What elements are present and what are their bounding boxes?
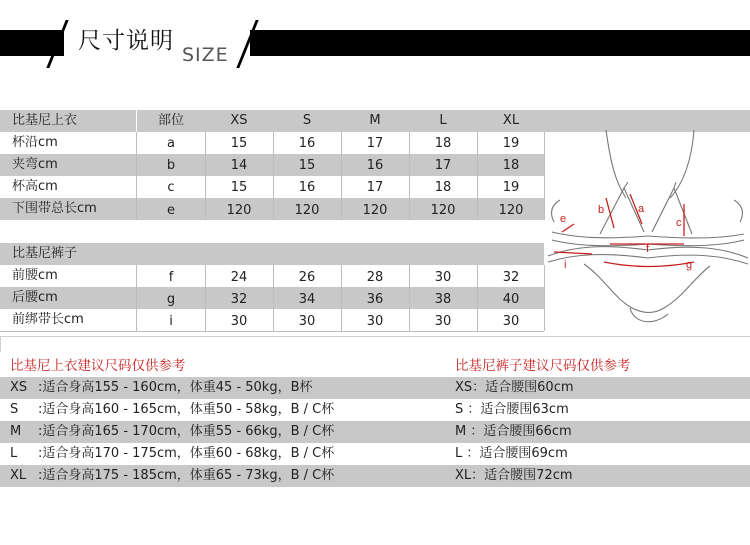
cell-value: 17 (366, 180, 384, 195)
recommend-bottom-item: XL：适合腰围72cm (455, 468, 573, 483)
cell-value: 19 (502, 136, 520, 151)
cell-value: 18 (434, 180, 452, 195)
recommend-text: :适合身高160 - 165cm，体重50 - 58kg，B / C杯 (38, 402, 335, 417)
recommend-bottom-item: L ：适合腰围69cm (455, 446, 568, 461)
recommend-size: S (10, 402, 19, 417)
col-header-xs: XS (230, 113, 248, 128)
diagram-label-i: i (564, 259, 567, 271)
cell-value: 15 (230, 136, 248, 151)
cell-value: 120 (226, 203, 252, 218)
cell-value: 14 (230, 158, 248, 173)
recommend-text: :适合身高170 - 175cm，体重60 - 68kg，B / C杯 (38, 446, 335, 461)
col-header-xl: XL (502, 113, 520, 128)
cell-value: 32 (230, 292, 248, 307)
grid-line (205, 132, 206, 220)
divider (0, 336, 1, 352)
bikini-diagram (544, 128, 750, 336)
grid-line (273, 132, 274, 220)
grid-line (477, 265, 478, 331)
col-header-m: M (369, 113, 381, 128)
cell-value: 30 (434, 270, 452, 285)
diagram-label-f: f (646, 243, 650, 255)
recommend-bottom-title: 比基尼裤子建议尺码仅供参考 (455, 358, 631, 374)
cell-value: 16 (366, 158, 384, 173)
recommend-top-title: 比基尼上衣建议尺码仅供参考 (10, 358, 186, 374)
cell-value: 30 (298, 314, 316, 329)
diagram-label-a: a (638, 203, 645, 215)
cell-value: 26 (298, 270, 316, 285)
cell-value: 16 (298, 136, 316, 151)
row-part: c (167, 180, 175, 195)
header-bar-right (250, 30, 750, 56)
cell-value: 120 (362, 203, 388, 218)
row-part: f (168, 270, 174, 285)
grid-line (273, 265, 274, 331)
cell-value: 18 (502, 158, 520, 173)
cell-value: 30 (230, 314, 248, 329)
grid-line (341, 132, 342, 220)
row-part: g (166, 292, 176, 307)
cell-value: 30 (366, 314, 384, 329)
cell-value: 24 (230, 270, 248, 285)
diagram-label-g: g (686, 259, 693, 271)
cell-value: 32 (502, 270, 520, 285)
col-header-s: S (302, 113, 312, 128)
row-name: 前绑带长cm (12, 312, 84, 327)
divider (0, 336, 750, 337)
cell-value: 19 (502, 180, 520, 195)
row-part: i (169, 314, 173, 329)
row-name: 杯高cm (12, 179, 58, 194)
cell-value: 17 (434, 158, 452, 173)
cell-value: 120 (430, 203, 456, 218)
row-name: 后腰cm (12, 290, 58, 305)
measure-b (606, 198, 614, 228)
cell-value: 38 (434, 292, 452, 307)
measure-g (604, 262, 694, 267)
grid-line (205, 265, 206, 331)
cell-value: 28 (366, 270, 384, 285)
row-part: a (167, 136, 175, 151)
diagram-label-b: b (598, 204, 605, 216)
cell-value: 30 (434, 314, 452, 329)
page-title: 尺寸说明 (78, 28, 174, 54)
grid-line (409, 265, 410, 331)
row-name: 下围带总长cm (12, 201, 97, 216)
cell-value: 17 (366, 136, 384, 151)
measure-i (554, 252, 592, 254)
recommend-size: XL (10, 468, 27, 483)
grid-line (136, 132, 137, 220)
measure-e (562, 224, 574, 232)
cell-value: 30 (502, 314, 520, 329)
grid-line (477, 132, 478, 220)
recommend-bottom-item: M ：适合腰围66cm (455, 424, 572, 439)
diagram-label-e: e (560, 213, 567, 225)
recommend-size: M (10, 424, 22, 439)
cell-value: 36 (366, 292, 384, 307)
row-name: 夹弯cm (12, 157, 58, 172)
cell-value: 120 (294, 203, 320, 218)
cell-value: 15 (298, 158, 316, 173)
grid-line (0, 331, 544, 332)
recommend-bottom-item: XS：适合腰围60cm (455, 380, 574, 395)
cell-value: 15 (230, 180, 248, 195)
recommend-text: :适合身高175 - 185cm，体重65 - 73kg，B / C杯 (38, 468, 335, 483)
cell-value: 18 (434, 136, 452, 151)
col-header-part: 部位 (157, 113, 184, 128)
cell-value: 16 (298, 180, 316, 195)
grid-line (136, 265, 137, 331)
recommend-size: XS (10, 380, 28, 395)
recommend-bottom-item: S ：适合腰围63cm (455, 402, 569, 417)
diagram-label-c: c (676, 217, 682, 229)
col-header-name: 比基尼上衣 (12, 113, 78, 128)
section-title-bottoms: 比基尼裤子 (12, 246, 78, 261)
cell-value: 40 (502, 292, 520, 307)
recommend-size: L (10, 446, 18, 461)
page-subtitle: SIZE (182, 44, 229, 66)
recommend-text: :适合身高165 - 170cm，体重55 - 66kg，B / C杯 (38, 424, 335, 439)
grid-line (341, 265, 342, 331)
col-header-l: L (439, 113, 447, 128)
row-name: 杯沿cm (12, 135, 58, 150)
cell-value: 34 (298, 292, 316, 307)
row-name: 前腰cm (12, 268, 58, 283)
row-part: b (166, 158, 176, 173)
row-part: e (167, 203, 175, 218)
recommend-text: :适合身高155 - 160cm，体重45 - 50kg，B杯 (38, 380, 313, 395)
cell-value: 120 (498, 203, 524, 218)
grid-line (409, 132, 410, 220)
